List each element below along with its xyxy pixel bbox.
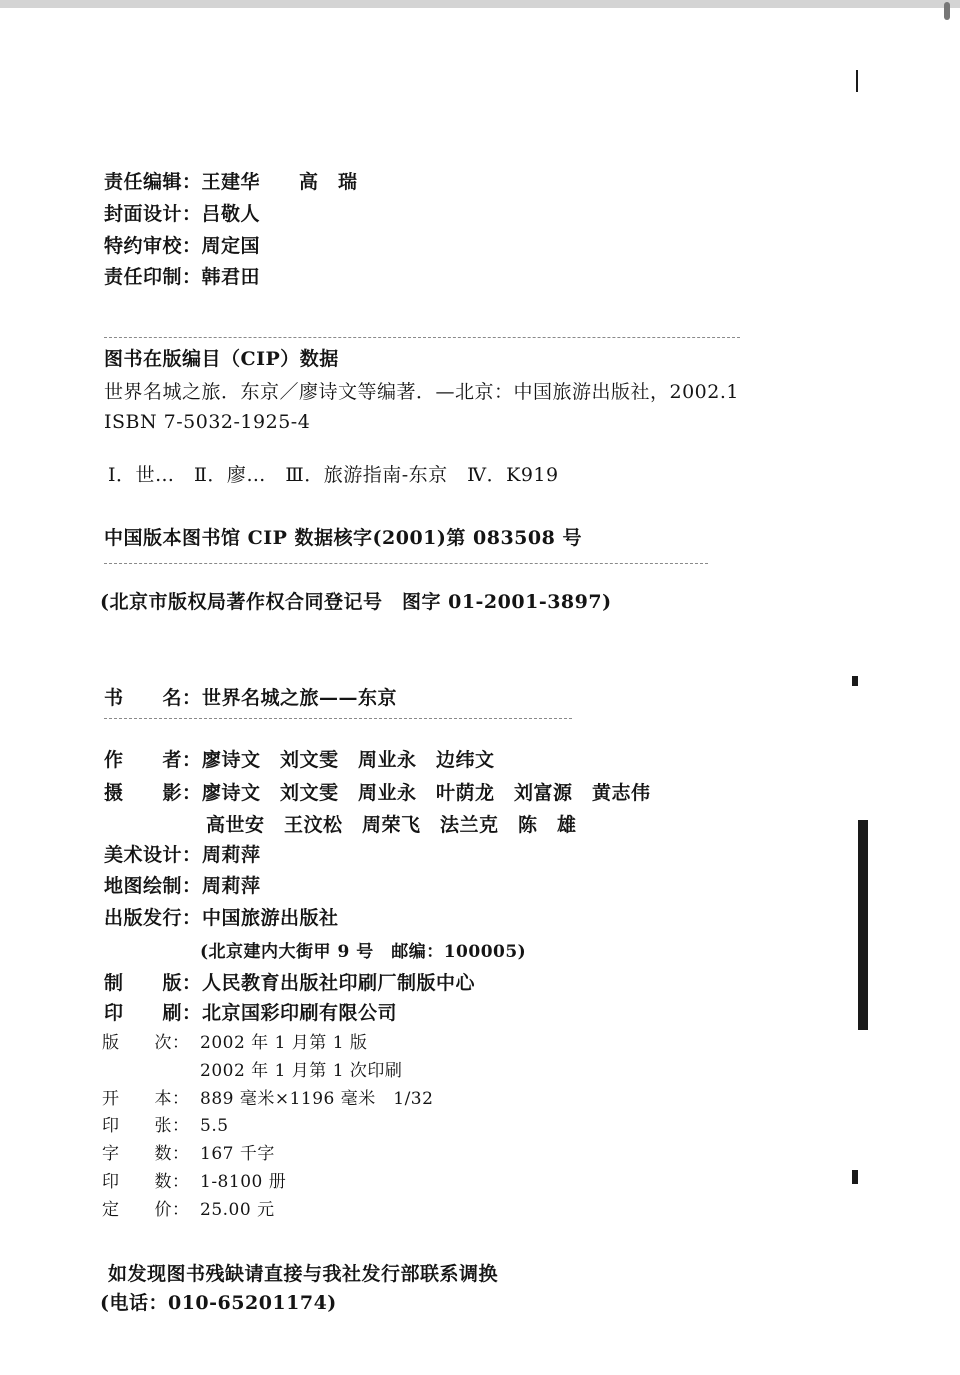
photographers-label: 摄 影： (104, 782, 202, 804)
scan-mark (852, 1170, 858, 1184)
spec-value: 2002 年 1 月第 1 次印刷 (200, 1061, 403, 1081)
cip-isbn: ISBN 7-5032-1925-4 (104, 411, 311, 433)
service-phone: (电话：010-65201174) (100, 1292, 337, 1314)
art-design-value: 周莉萍 (202, 844, 261, 866)
spec-value: 1-8100 册 (200, 1172, 287, 1192)
map-drawing-value: 周莉萍 (202, 875, 261, 897)
art-design-label: 美术设计： (104, 844, 202, 866)
spec-line (102, 1198, 275, 1222)
spec-label: 字 数： (102, 1144, 190, 1164)
print-manager-label: 责任印制： (104, 266, 202, 288)
publisher-value: 中国旅游出版社 (202, 907, 339, 929)
scrollbar-thumb[interactable] (944, 2, 950, 20)
photographers-line-2: 高世安 王汶松 周荣飞 法兰克 陈 雄 (206, 814, 577, 836)
cover-design-label: 封面设计： (104, 203, 202, 225)
divider (104, 718, 572, 720)
spec-label: 开 本： (102, 1089, 190, 1109)
divider (104, 337, 740, 339)
print-manager-value: 韩君田 (201, 266, 261, 288)
publisher-label: 出版发行： (104, 907, 202, 929)
scan-mark (858, 820, 868, 1030)
spec-line (102, 1059, 402, 1083)
spec-label: 印 张： (102, 1116, 190, 1136)
spec-value: 5.5 (200, 1116, 229, 1136)
spec-line (102, 1031, 367, 1055)
spec-value: 889 毫米×1196 毫米 1/32 (200, 1089, 434, 1109)
editor-line (104, 170, 358, 194)
book-title-line (104, 686, 397, 710)
map-drawing-label: 地图绘制： (104, 875, 202, 897)
cip-record: 世界名城之旅．东京／廖诗文等编著．—北京：中国旅游出版社，2002.1 (104, 381, 739, 403)
proofreader-value: 周定国 (201, 235, 261, 257)
map-drawing-line (104, 874, 261, 898)
printing-value: 北京国彩印刷有限公司 (202, 1002, 398, 1024)
copyright-registration: (北京市版权局著作权合同登记号 图字 01-2001-3897) (100, 591, 612, 613)
photographers-value: 廖诗文 刘文雯 周业永 叶荫龙 刘富源 黄志伟 (202, 782, 651, 804)
authors-value: 廖诗文 刘文雯 周业永 边纬文 (202, 749, 495, 771)
cip-classification: Ⅰ．世… Ⅱ．廖… Ⅲ．旅游指南-东京 Ⅳ．K919 (108, 464, 559, 486)
spec-label: 定 价： (102, 1200, 190, 1220)
cip-heading: 图书在版编目（CIP）数据 (104, 348, 339, 370)
authors-line (104, 748, 495, 772)
photographers-line (104, 781, 651, 805)
spec-line (102, 1142, 275, 1166)
editor-label: 责任编辑： (104, 171, 202, 193)
plate-making-label: 制 版： (104, 972, 202, 994)
art-design-line (104, 843, 261, 867)
printing-line (104, 1001, 397, 1025)
replacement-notice: 如发现图书残缺请直接与我社发行部联系调换 (108, 1263, 499, 1285)
spec-label: 印 数： (102, 1172, 190, 1192)
proofreader-label: 特约审校： (104, 235, 202, 257)
spec-value: 167 千字 (200, 1144, 275, 1164)
scan-mark (852, 676, 858, 686)
spec-value: 2002 年 1 月第 1 版 (200, 1033, 368, 1053)
cover-design-line (104, 202, 260, 226)
spec-line (102, 1087, 433, 1111)
plate-making-value: 人民教育出版社印刷厂制版中心 (202, 972, 476, 994)
publisher-line (104, 906, 339, 930)
editor-value: 王建华 高 瑞 (201, 171, 358, 193)
spec-line (102, 1114, 229, 1138)
viewer-top-bar (0, 0, 960, 8)
spec-label: 版 次： (102, 1033, 190, 1053)
spec-value: 25.00 元 (200, 1200, 275, 1220)
authors-label: 作 者： (104, 749, 202, 771)
proofreader-line (104, 234, 260, 258)
publisher-address: (北京建内大街甲 9 号 邮编：100005) (200, 942, 527, 962)
book-title-label: 书 名： (104, 687, 202, 709)
printing-label: 印 刷： (104, 1002, 202, 1024)
cip-library-number: 中国版本图书馆 CIP 数据核字(2001)第 083508 号 (104, 527, 582, 549)
cover-design-value: 吕敬人 (201, 203, 261, 225)
print-manager-line (104, 265, 260, 289)
plate-making-line (104, 971, 475, 995)
scan-mark (856, 70, 858, 92)
spec-line (102, 1170, 286, 1194)
divider (104, 563, 708, 565)
book-title-value: 世界名城之旅——东京 (202, 687, 398, 709)
